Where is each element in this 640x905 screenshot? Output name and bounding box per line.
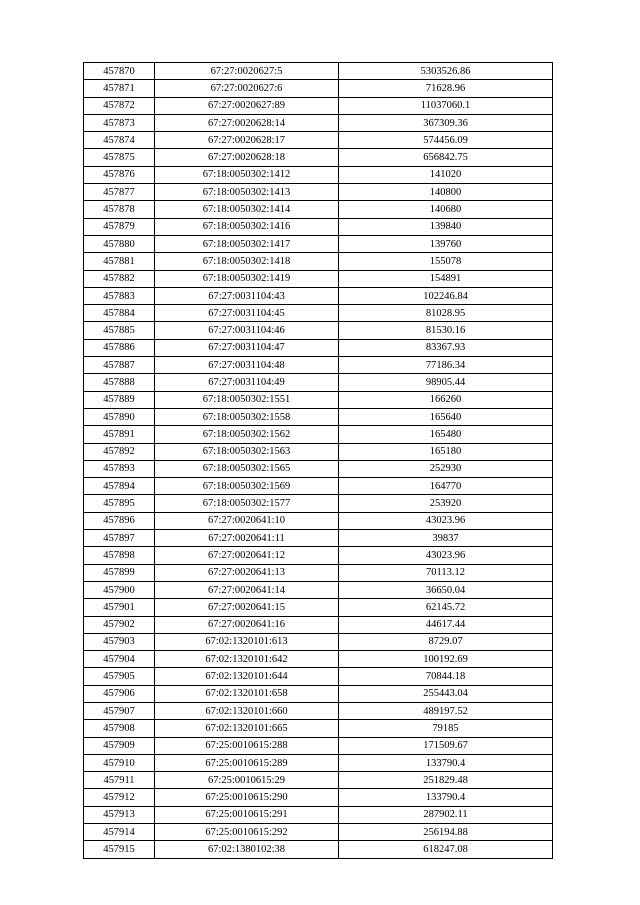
table-row [84,668,553,685]
value-cell: 5303526.86 [339,63,553,80]
cadastral-number-cell: 67:02:1320101:613 [155,633,339,650]
value-cell: 133790.4 [339,789,553,806]
value-cell: 11037060.1 [339,97,553,114]
cadastral-number-cell: 67:18:0050302:1416 [155,218,339,235]
row-number-cell: 457877 [84,184,155,201]
cadastral-number-cell: 67:27:0020641:10 [155,512,339,529]
row-number-cell: 457898 [84,547,155,564]
cadastral-number-cell: 67:18:0050302:1565 [155,460,339,477]
table-row [84,530,553,547]
cadastral-number-cell: 67:27:0020628:14 [155,114,339,131]
table-row [84,391,553,408]
cadastral-number-cell: 67:25:0010615:288 [155,737,339,754]
table-row [84,63,553,80]
value-cell: 70844.18 [339,668,553,685]
value-cell: 79185 [339,720,553,737]
table-row [84,772,553,789]
row-number-cell: 457881 [84,253,155,270]
value-cell: 574456.09 [339,132,553,149]
table-row [84,460,553,477]
row-number-cell: 457910 [84,754,155,771]
table-row [84,478,553,495]
value-cell: 253920 [339,495,553,512]
table-row [84,564,553,581]
table-row [84,512,553,529]
table-row [84,547,553,564]
table-row [84,841,553,858]
row-number-cell: 457908 [84,720,155,737]
row-number-cell: 457897 [84,530,155,547]
cadastral-number-cell: 67:27:0020627:5 [155,63,339,80]
value-cell: 252930 [339,460,553,477]
cadastral-number-cell: 67:18:0050302:1577 [155,495,339,512]
value-cell: 39837 [339,530,553,547]
cadastral-number-cell: 67:25:0010615:290 [155,789,339,806]
cadastral-number-cell: 67:18:0050302:1569 [155,478,339,495]
cadastral-number-cell: 67:02:1320101:660 [155,702,339,719]
cadastral-number-cell: 67:27:0031104:46 [155,322,339,339]
value-cell: 36650.04 [339,581,553,598]
table-body [84,63,553,859]
value-cell: 71628.96 [339,80,553,97]
table-row [84,287,553,304]
table-row [84,633,553,650]
cadastral-number-cell: 67:27:0020641:14 [155,581,339,598]
cadastral-number-cell: 67:02:1320101:644 [155,668,339,685]
cadastral-number-cell: 67:27:0031104:45 [155,305,339,322]
table-row [84,737,553,754]
row-number-cell: 457879 [84,218,155,235]
cadastral-number-cell: 67:27:0031104:47 [155,339,339,356]
row-number-cell: 457891 [84,426,155,443]
table-row [84,824,553,841]
cadastral-number-cell: 67:27:0020627:6 [155,80,339,97]
row-number-cell: 457875 [84,149,155,166]
cadastral-number-cell: 67:27:0020628:17 [155,132,339,149]
value-cell: 102246.84 [339,287,553,304]
table-row [84,218,553,235]
value-cell: 154891 [339,270,553,287]
row-number-cell: 457909 [84,737,155,754]
table-row [84,305,553,322]
row-number-cell: 457890 [84,408,155,425]
value-cell: 164770 [339,478,553,495]
row-number-cell: 457911 [84,772,155,789]
cadastral-number-cell: 67:02:1320101:642 [155,651,339,668]
value-cell: 489197.52 [339,702,553,719]
value-cell: 81028.95 [339,305,553,322]
value-cell: 287902.11 [339,806,553,823]
table-row [84,754,553,771]
value-cell: 81530.16 [339,322,553,339]
value-cell: 133790.4 [339,754,553,771]
table-row [84,651,553,668]
row-number-cell: 457903 [84,633,155,650]
table-row [84,322,553,339]
row-number-cell: 457883 [84,287,155,304]
row-number-cell: 457882 [84,270,155,287]
value-cell: 83367.93 [339,339,553,356]
row-number-cell: 457912 [84,789,155,806]
value-cell: 140800 [339,184,553,201]
row-number-cell: 457880 [84,235,155,252]
row-number-cell: 457900 [84,581,155,598]
row-number-cell: 457871 [84,80,155,97]
cadastral-number-cell: 67:18:0050302:1563 [155,443,339,460]
value-cell: 139840 [339,218,553,235]
value-cell: 656842.75 [339,149,553,166]
table-row [84,581,553,598]
table-row [84,339,553,356]
row-number-cell: 457905 [84,668,155,685]
table-row [84,720,553,737]
cadastral-number-cell: 67:25:0010615:291 [155,806,339,823]
table-row [84,426,553,443]
value-cell: 165640 [339,408,553,425]
row-number-cell: 457876 [84,166,155,183]
cadastral-number-cell: 67:02:1320101:665 [155,720,339,737]
row-number-cell: 457870 [84,63,155,80]
row-number-cell: 457872 [84,97,155,114]
cadastral-number-cell: 67:27:0031104:49 [155,374,339,391]
table-row [84,201,553,218]
value-cell: 139760 [339,235,553,252]
table-row [84,374,553,391]
value-cell: 165480 [339,426,553,443]
table-row [84,97,553,114]
row-number-cell: 457913 [84,806,155,823]
row-number-cell: 457873 [84,114,155,131]
cadastral-number-cell: 67:27:0020627:89 [155,97,339,114]
value-cell: 43023.96 [339,512,553,529]
cadastral-number-cell: 67:27:0020628:18 [155,149,339,166]
table-row [84,270,553,287]
value-cell: 8729.07 [339,633,553,650]
cadastral-number-cell: 67:27:0031104:43 [155,287,339,304]
cadastral-number-cell: 67:27:0020641:12 [155,547,339,564]
row-number-cell: 457902 [84,616,155,633]
cadastral-number-cell: 67:27:0020641:15 [155,599,339,616]
table-row [84,149,553,166]
row-number-cell: 457915 [84,841,155,858]
row-number-cell: 457878 [84,201,155,218]
value-cell: 171509.67 [339,737,553,754]
value-cell: 155078 [339,253,553,270]
table-row [84,443,553,460]
cadastral-number-cell: 67:02:1380102:38 [155,841,339,858]
table-row [84,253,553,270]
cadastral-number-cell: 67:27:0031104:48 [155,357,339,374]
cadastral-number-cell: 67:18:0050302:1551 [155,391,339,408]
cadastral-number-cell: 67:18:0050302:1558 [155,408,339,425]
table-row [84,357,553,374]
row-number-cell: 457894 [84,478,155,495]
row-number-cell: 457901 [84,599,155,616]
value-cell: 256194.88 [339,824,553,841]
table-row [84,702,553,719]
cadastral-value-table [83,62,553,859]
table-row [84,235,553,252]
value-cell: 70113.12 [339,564,553,581]
row-number-cell: 457907 [84,702,155,719]
row-number-cell: 457914 [84,824,155,841]
table-row [84,132,553,149]
table-row [84,166,553,183]
cadastral-number-cell: 67:25:0010615:29 [155,772,339,789]
value-cell: 165180 [339,443,553,460]
row-number-cell: 457895 [84,495,155,512]
value-cell: 44617.44 [339,616,553,633]
table-row [84,495,553,512]
cadastral-number-cell: 67:02:1320101:658 [155,685,339,702]
value-cell: 77186.34 [339,357,553,374]
table-row [84,789,553,806]
value-cell: 255443.04 [339,685,553,702]
table-row [84,114,553,131]
row-number-cell: 457904 [84,651,155,668]
row-number-cell: 457884 [84,305,155,322]
cadastral-number-cell: 67:18:0050302:1419 [155,270,339,287]
cadastral-number-cell: 67:18:0050302:1562 [155,426,339,443]
cadastral-number-cell: 67:25:0010615:289 [155,754,339,771]
cadastral-number-cell: 67:18:0050302:1412 [155,166,339,183]
row-number-cell: 457889 [84,391,155,408]
row-number-cell: 457906 [84,685,155,702]
cadastral-number-cell: 67:25:0010615:292 [155,824,339,841]
value-cell: 251829.48 [339,772,553,789]
row-number-cell: 457887 [84,357,155,374]
cadastral-number-cell: 67:18:0050302:1417 [155,235,339,252]
row-number-cell: 457874 [84,132,155,149]
value-cell: 98905.44 [339,374,553,391]
row-number-cell: 457899 [84,564,155,581]
table-row [84,80,553,97]
row-number-cell: 457886 [84,339,155,356]
row-number-cell: 457893 [84,460,155,477]
value-cell: 367309.36 [339,114,553,131]
table-row [84,616,553,633]
row-number-cell: 457888 [84,374,155,391]
cadastral-number-cell: 67:18:0050302:1414 [155,201,339,218]
value-cell: 166260 [339,391,553,408]
value-cell: 62145.72 [339,599,553,616]
row-number-cell: 457892 [84,443,155,460]
value-cell: 43023.96 [339,547,553,564]
table-row [84,599,553,616]
value-cell: 140680 [339,201,553,218]
table-row [84,685,553,702]
table-row [84,806,553,823]
value-cell: 141020 [339,166,553,183]
table-row [84,408,553,425]
row-number-cell: 457896 [84,512,155,529]
cadastral-number-cell: 67:27:0020641:16 [155,616,339,633]
value-cell: 618247.08 [339,841,553,858]
table-row [84,184,553,201]
row-number-cell: 457885 [84,322,155,339]
cadastral-number-cell: 67:18:0050302:1413 [155,184,339,201]
value-cell: 100192.69 [339,651,553,668]
cadastral-number-cell: 67:18:0050302:1418 [155,253,339,270]
cadastral-number-cell: 67:27:0020641:13 [155,564,339,581]
cadastral-number-cell: 67:27:0020641:11 [155,530,339,547]
